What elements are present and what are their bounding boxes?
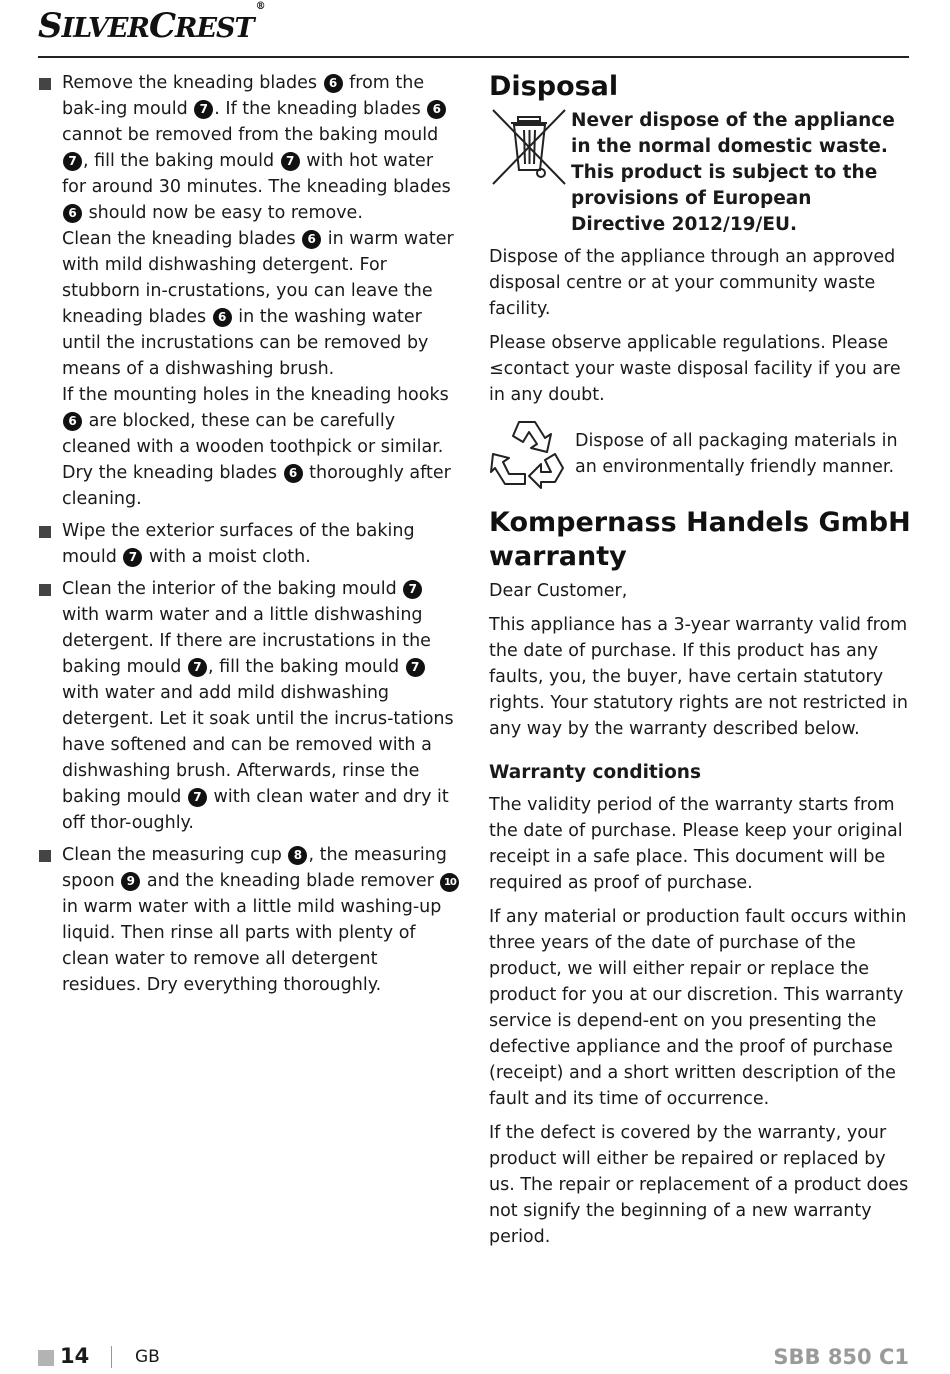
text-run: Remove the kneading blades <box>62 73 323 93</box>
text-run: Dry the kneading blades <box>62 463 283 483</box>
bullet-paragraph <box>62 226 462 382</box>
text-run: , the measuring spoon <box>62 845 447 891</box>
bullet-item <box>38 576 462 836</box>
bullet-paragraph <box>62 842 462 998</box>
text-run: Clean the measuring cup <box>62 845 288 865</box>
text-run: with hot water for around 30 minutes. The kneading blades <box>62 151 451 197</box>
part-number-badge: 7 <box>403 580 422 599</box>
footer-square <box>38 1350 54 1366</box>
text-run: with clean water and dry it off thor-oughly. <box>62 787 449 833</box>
disposal-heading: Disposal <box>489 71 619 102</box>
text-run: , fill the baking mould <box>207 657 405 677</box>
right-column <box>489 70 911 1258</box>
bullet-paragraph <box>62 70 462 226</box>
bullet-paragraph <box>62 576 462 836</box>
part-number-badge: 7 <box>194 100 213 119</box>
text-run: and the kneading blade remover <box>141 871 440 891</box>
part-number-badge: 8 <box>288 846 307 865</box>
text-run: in warm water with a little mild washing-up liquid. Then rinse all parts with plenty of clean water to remove all detergent residues. Dry everything thoroughly. <box>62 897 442 995</box>
weee-notice <box>489 108 911 238</box>
part-number-badge: 7 <box>281 152 300 171</box>
greeting: Dear Customer, <box>489 581 628 601</box>
text-run: in the washing water until the incrustations can be removed by means of a dishwashing brush. <box>62 307 429 379</box>
part-number-badge: 7 <box>123 548 142 567</box>
part-number-badge: 6 <box>302 230 321 249</box>
text-run: from the bak-ing mould <box>62 73 425 119</box>
part-number-badge: 7 <box>63 152 82 171</box>
part-number-badge: 6 <box>284 464 303 483</box>
bullet-item <box>38 842 462 998</box>
bullet-paragraph <box>62 460 462 512</box>
text-run: thoroughly after cleaning. <box>62 463 451 509</box>
bullet-paragraph <box>62 382 462 460</box>
disposal-warning: Never dispose of the appliance in the normal domestic waste. This product is subject to the provisions of European Directive 2012/19/EU. <box>571 110 895 235</box>
crossed-out-wheelie-bin-icon <box>491 108 567 186</box>
bullet-marker <box>39 526 51 538</box>
language-code: GB <box>135 1347 160 1367</box>
page-number: 14 <box>60 1344 90 1368</box>
bullet-marker <box>39 78 51 90</box>
bullet-item <box>38 518 462 570</box>
logo-letter: C <box>148 6 176 46</box>
part-number-badge: 7 <box>188 788 207 807</box>
part-number-badge: 6 <box>63 412 82 431</box>
header-rule <box>38 56 909 58</box>
text-run: are blocked, these can be carefully cleaned with a wooden toothpick or similar. <box>62 411 444 457</box>
bullet-paragraph <box>62 518 462 570</box>
cleaning-instructions <box>38 70 462 1004</box>
warranty-paragraph: If any material or production fault occurs within three years of the date of purchase of the product, we will either repair or replace the product for you at our discretion. This warranty service is depend-ent on you presenting the defective appliance and the proof of purchase (receipt) and a short written description of the fault and its time of occurrence. <box>489 907 907 1109</box>
bullet-marker <box>39 850 51 862</box>
bullet-marker <box>39 584 51 596</box>
part-number-badge: 7 <box>406 658 425 677</box>
text-run: . If the kneading blades <box>214 99 427 119</box>
text-run: with a moist cloth. <box>143 547 311 567</box>
text-run: should now be easy to remove. <box>83 203 363 223</box>
warranty-paragraph: The validity period of the warranty starts from the date of purchase. Please keep your original receipt in a safe place. This document will be required as proof of purchase. <box>489 795 903 893</box>
part-number-badge: 9 <box>121 872 140 891</box>
part-number-badge: 10 <box>440 873 459 892</box>
warranty-paragraph: If the defect is covered by the warranty, your product will either be repaired or replaced by us. The repair or replacement of a product does not signify the beginning of a new warranty period. <box>489 1123 909 1247</box>
packaging-text: Dispose of all packaging materials in an environmentally friendly manner. <box>575 431 898 477</box>
packaging-notice <box>489 416 911 492</box>
text-run: with warm water and a little dishwashing detergent. If there are incrustations in the baking mould <box>62 605 431 677</box>
text-run: cannot be removed from the baking mould <box>62 125 439 145</box>
text-run: with water and add mild dishwashing detergent. Let it soak until the incrus-tations have softened and can be removed with a dishwashing brush. Afterwards, rinse the baking mould <box>62 683 454 807</box>
text-run: Clean the interior of the baking mould <box>62 579 403 599</box>
warranty-conditions-heading: Warranty conditions <box>489 762 701 783</box>
warranty-heading: Kompernass Handels GmbH warranty <box>489 507 911 572</box>
page-footer <box>38 1344 909 1372</box>
model-number: SBB 850 C1 <box>773 1345 909 1369</box>
text-run: in warm water with mild dishwashing detergent. For stubborn in-crustations, you can leave the kneading blades <box>62 229 454 327</box>
text-run: Clean the kneading blades <box>62 229 302 249</box>
disposal-paragraph: Dispose of the appliance through an approved disposal centre or at your community waste facility. <box>489 247 896 319</box>
text-run: Wipe the exterior surfaces of the baking mould <box>62 521 415 567</box>
registered-mark: ® <box>255 0 265 12</box>
part-number-badge: 6 <box>427 100 446 119</box>
part-number-badge: 6 <box>213 308 232 327</box>
logo-letter: S <box>38 6 62 46</box>
brand-logo <box>38 0 265 46</box>
recycling-arrows-icon <box>489 416 569 492</box>
logo-letters: REST <box>175 13 254 44</box>
footer-divider <box>111 1346 112 1368</box>
logo-letters: ILVER <box>61 13 149 44</box>
part-number-badge: 6 <box>324 74 343 93</box>
part-number-badge: 7 <box>188 658 207 677</box>
bullet-item <box>38 70 462 512</box>
text-run: , fill the baking mould <box>83 151 280 171</box>
text-run: If the mounting holes in the kneading hooks <box>62 385 449 405</box>
warranty-intro: This appliance has a 3-year warranty valid from the date of purchase. If this product has any faults, you, the buyer, have certain statutory rights. Your statutory rights are not restricted in any way by the warranty described below. <box>489 615 908 739</box>
part-number-badge: 6 <box>63 204 82 223</box>
disposal-paragraph: Please observe applicable regulations. Please ≤contact your waste disposal facility if you are in any doubt. <box>489 333 901 405</box>
